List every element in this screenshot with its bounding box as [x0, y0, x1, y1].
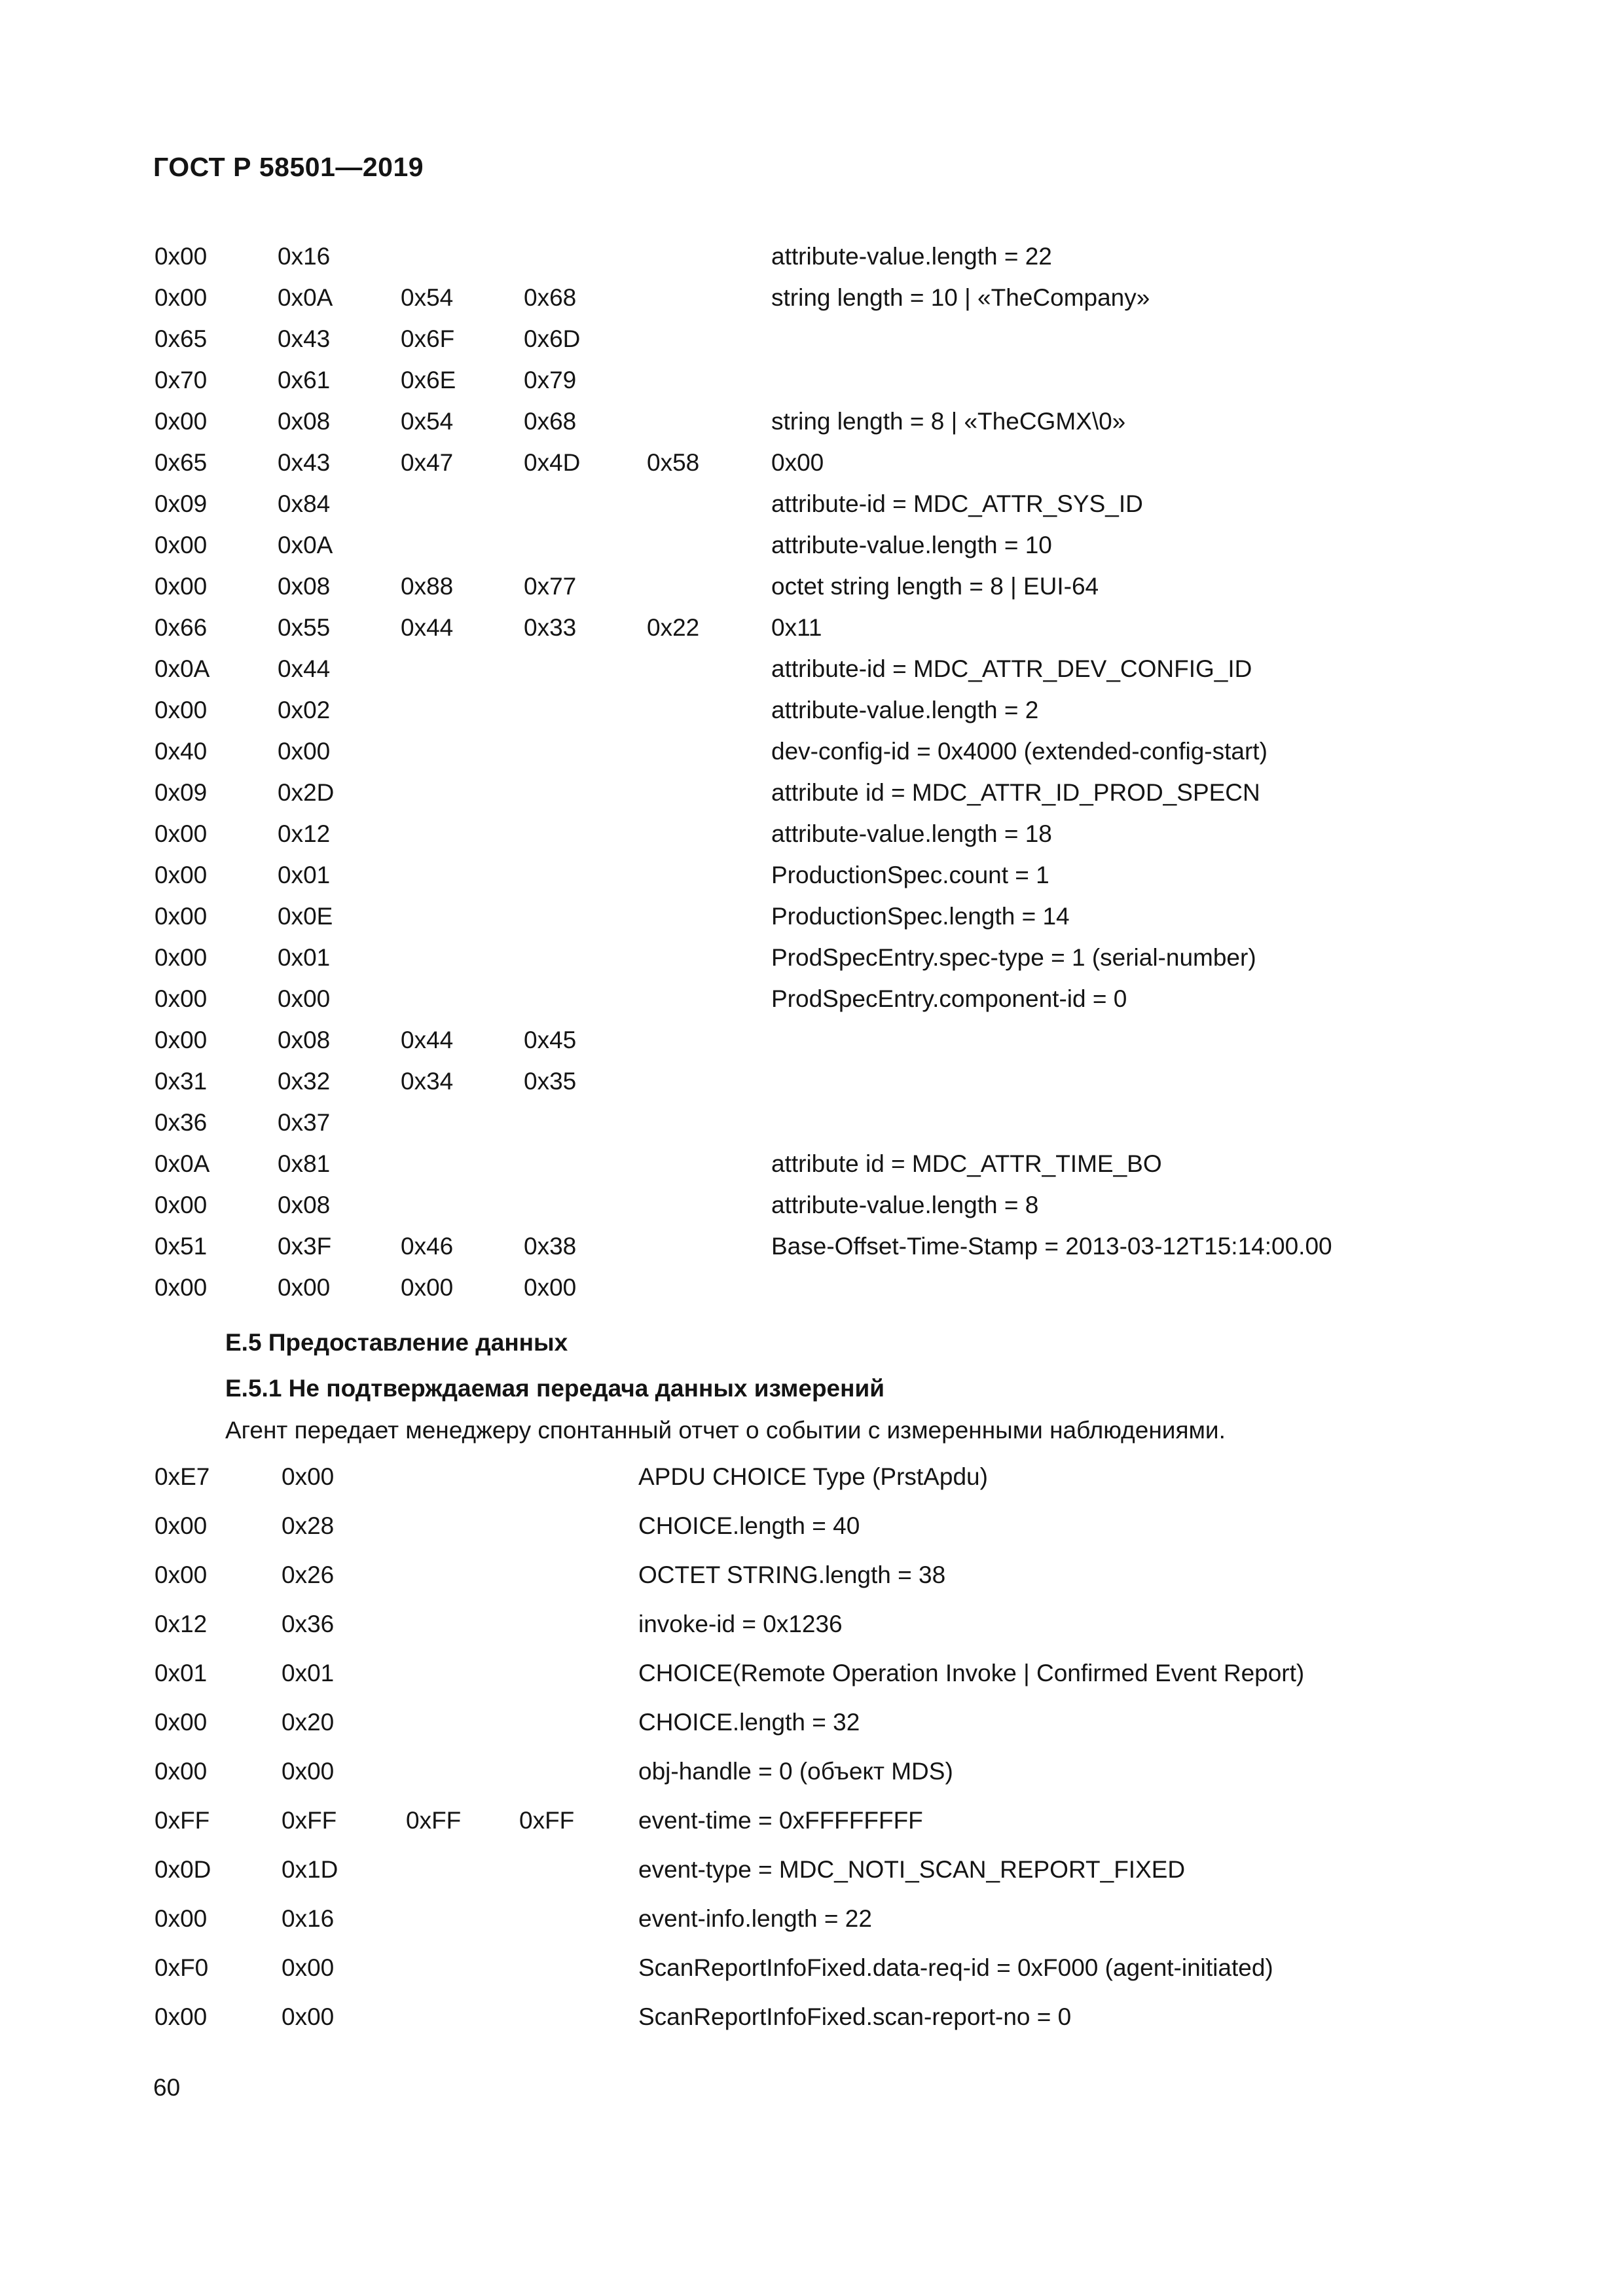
table-row	[0, 738, 1623, 779]
comment-cell: attribute id = MDC_ATTR_TIME_BO	[771, 1150, 1162, 1177]
byte-cell: 0x6F	[401, 325, 455, 352]
byte-cell: 0x79	[524, 367, 577, 393]
table-row	[0, 243, 1623, 284]
byte-cell: 0x00	[524, 1274, 577, 1301]
byte-cell: 0x00	[155, 697, 208, 723]
comment-cell: string length = 8 | «TheCGMX\0»	[771, 408, 1126, 435]
table-row	[0, 1274, 1623, 1315]
byte-cell: 0xFF	[519, 1807, 575, 1834]
byte-cell: 0x66	[155, 614, 208, 641]
byte-cell: 0x37	[278, 1109, 331, 1136]
comment-cell: ScanReportInfoFixed.scan-report-no = 0	[638, 2003, 1072, 2030]
comment-cell: attribute-id = MDC_ATTR_DEV_CONFIG_ID	[771, 655, 1252, 682]
byte-cell: 0x65	[155, 449, 208, 476]
byte-cell: 0x46	[401, 1233, 454, 1260]
byte-cell: 0x00	[155, 1274, 208, 1301]
comment-cell: ProdSpecEntry.component-id = 0	[771, 985, 1127, 1012]
byte-cell: 0x00	[155, 1905, 208, 1932]
table-row	[0, 1561, 1623, 1611]
byte-cell: 0x45	[524, 1027, 577, 1053]
comment-cell: attribute id = MDC_ATTR_ID_PROD_SPECN	[771, 779, 1260, 806]
byte-cell: 0x00	[155, 1512, 208, 1539]
comment-cell: event-time = 0xFFFFFFFF	[638, 1807, 923, 1834]
byte-cell: 0x16	[278, 243, 331, 270]
byte-cell: 0x20	[282, 1709, 335, 1736]
byte-cell: 0x2D	[278, 779, 335, 806]
table-row	[0, 1905, 1623, 1954]
comment-cell: APDU CHOICE Type (PrstApdu)	[638, 1463, 988, 1490]
byte-cell: 0x22	[647, 614, 700, 641]
byte-cell: 0x31	[155, 1068, 208, 1095]
comment-cell: event-type = MDC_NOTI_SCAN_REPORT_FIXED	[638, 1856, 1186, 1883]
byte-cell: 0x00	[155, 2003, 208, 2030]
byte-cell: 0x08	[278, 408, 331, 435]
table-row	[0, 1027, 1623, 1068]
byte-cell: 0x33	[524, 614, 577, 641]
table-row	[0, 325, 1623, 367]
byte-cell: 0x55	[278, 614, 331, 641]
table-row	[0, 985, 1623, 1027]
table-row	[0, 820, 1623, 862]
table-row	[0, 1512, 1623, 1561]
comment-cell: attribute-value.length = 8	[771, 1192, 1039, 1218]
byte-cell: 0x0D	[155, 1856, 211, 1883]
byte-cell: 0x01	[155, 1660, 208, 1686]
table-row	[0, 367, 1623, 408]
byte-cell: 0x38	[524, 1233, 577, 1260]
byte-cell: 0x12	[278, 820, 331, 847]
table-row	[0, 1150, 1623, 1192]
byte-cell: 0x0A	[278, 284, 333, 311]
byte-cell: 0x54	[401, 408, 454, 435]
table-row	[0, 284, 1623, 325]
byte-cell: 0x0A	[278, 532, 333, 558]
byte-cell: 0x26	[282, 1561, 335, 1588]
standard-title: ГОСТ Р 58501—2019	[153, 152, 424, 182]
byte-cell: 0x0A	[155, 655, 210, 682]
table-row	[0, 532, 1623, 573]
byte-cell: 0x00	[155, 985, 208, 1012]
comment-cell: OCTET STRING.length = 38	[638, 1561, 946, 1588]
byte-cell: 0x00	[278, 1274, 331, 1301]
byte-cell: 0x58	[647, 449, 700, 476]
table-row	[0, 1807, 1623, 1856]
byte-cell: 0x00	[401, 1274, 454, 1301]
byte-cell: 0x00	[155, 1027, 208, 1053]
byte-cell: 0x00	[282, 1758, 335, 1785]
comment-cell: 0x11	[771, 614, 822, 641]
byte-cell: 0x44	[278, 655, 331, 682]
table-row	[0, 573, 1623, 614]
byte-cell: 0xFF	[155, 1807, 210, 1834]
byte-table-event-report	[0, 1463, 1623, 2052]
byte-cell: 0x12	[155, 1611, 208, 1637]
byte-cell: 0x00	[155, 1709, 208, 1736]
comment-cell: attribute-value.length = 10	[771, 532, 1052, 558]
byte-cell: 0x70	[155, 367, 208, 393]
byte-cell: 0x88	[401, 573, 454, 600]
table-row	[0, 1758, 1623, 1807]
byte-cell: 0x40	[155, 738, 208, 765]
comment-cell: string length = 10 | «TheCompany»	[771, 284, 1150, 311]
byte-cell: 0x81	[278, 1150, 331, 1177]
comment-cell: obj-handle = 0 (объект MDS)	[638, 1758, 953, 1785]
table-row	[0, 449, 1623, 490]
byte-cell: 0x00	[155, 1758, 208, 1785]
comment-cell: Base-Offset-Time-Stamp = 2013-03-12T15:14:00.00	[771, 1233, 1332, 1260]
comment-cell: attribute-value.length = 18	[771, 820, 1052, 847]
byte-cell: 0x36	[155, 1109, 208, 1136]
comment-cell: attribute-value.length = 22	[771, 243, 1052, 270]
table-row	[0, 1463, 1623, 1512]
comment-cell: attribute-value.length = 2	[771, 697, 1039, 723]
byte-cell: 0x44	[401, 1027, 454, 1053]
byte-cell: 0x1D	[282, 1856, 338, 1883]
table-row	[0, 1954, 1623, 2003]
byte-cell: 0xE7	[155, 1463, 210, 1490]
table-row	[0, 1611, 1623, 1660]
byte-cell: 0x00	[278, 738, 331, 765]
table-row	[0, 490, 1623, 532]
byte-cell: 0x00	[155, 532, 208, 558]
byte-cell: 0x00	[282, 1463, 335, 1490]
byte-cell: 0x08	[278, 573, 331, 600]
table-row	[0, 1233, 1623, 1274]
table-row	[0, 655, 1623, 697]
comment-cell: ProductionSpec.length = 14	[771, 903, 1070, 930]
byte-cell: 0x00	[155, 573, 208, 600]
table-row	[0, 903, 1623, 944]
comment-cell: dev-config-id = 0x4000 (extended-config-start)	[771, 738, 1267, 765]
byte-cell: 0x01	[282, 1660, 335, 1686]
byte-cell: 0x09	[155, 779, 208, 806]
table-row	[0, 944, 1623, 985]
comment-cell: CHOICE.length = 32	[638, 1709, 860, 1736]
table-row	[0, 1192, 1623, 1233]
byte-cell: 0x00	[155, 820, 208, 847]
byte-cell: 0x08	[278, 1192, 331, 1218]
comment-cell: event-info.length = 22	[638, 1905, 872, 1932]
table-row	[0, 614, 1623, 655]
table-row	[0, 1660, 1623, 1709]
byte-cell: 0x77	[524, 573, 577, 600]
page-number: 60	[153, 2074, 181, 2101]
byte-cell: 0x16	[282, 1905, 335, 1932]
byte-cell: 0x0E	[278, 903, 333, 930]
byte-cell: 0x44	[401, 614, 454, 641]
byte-cell: 0x09	[155, 490, 208, 517]
byte-cell: 0x00	[282, 1954, 335, 1981]
table-row	[0, 1856, 1623, 1905]
byte-cell: 0x6E	[401, 367, 456, 393]
table-row	[0, 2003, 1623, 2052]
byte-cell: 0x34	[401, 1068, 454, 1095]
byte-cell: 0x00	[155, 944, 208, 971]
table-row	[0, 1068, 1623, 1109]
byte-cell: 0x51	[155, 1233, 208, 1260]
comment-cell: CHOICE(Remote Operation Invoke | Confirmed Event Report)	[638, 1660, 1305, 1686]
comment-cell: attribute-id = MDC_ATTR_SYS_ID	[771, 490, 1143, 517]
table-row	[0, 779, 1623, 820]
byte-table-attributes	[0, 243, 1623, 1315]
byte-cell: 0x68	[524, 284, 577, 311]
comment-cell: ProductionSpec.count = 1	[771, 862, 1049, 888]
comment-cell: 0x00	[771, 449, 824, 476]
byte-cell: 0x00	[155, 862, 208, 888]
byte-cell: 0xFF	[406, 1807, 462, 1834]
table-row	[0, 697, 1623, 738]
byte-cell: 0x00	[155, 284, 208, 311]
byte-cell: 0x00	[155, 1192, 208, 1218]
section-paragraph: Агент передает менеджеру спонтанный отчет о событии с измеренными наблюдениями.	[225, 1417, 1226, 1444]
byte-cell: 0x00	[155, 243, 208, 270]
byte-cell: 0x54	[401, 284, 454, 311]
byte-cell: 0x36	[282, 1611, 335, 1637]
byte-cell: 0x68	[524, 408, 577, 435]
byte-cell: 0x00	[282, 2003, 335, 2030]
byte-cell: 0x3F	[278, 1233, 332, 1260]
byte-cell: 0x01	[278, 862, 331, 888]
byte-cell: 0x32	[278, 1068, 331, 1095]
byte-cell: 0x00	[155, 903, 208, 930]
section-heading: Е.5 Предоставление данных	[225, 1329, 568, 1356]
comment-cell: ScanReportInfoFixed.data-req-id = 0xF000 (agent-initiated)	[638, 1954, 1273, 1981]
byte-cell: 0x6D	[524, 325, 581, 352]
byte-cell: 0x0A	[155, 1150, 210, 1177]
table-row	[0, 408, 1623, 449]
table-row	[0, 1709, 1623, 1758]
comment-cell: CHOICE.length = 40	[638, 1512, 860, 1539]
byte-cell: 0x47	[401, 449, 454, 476]
byte-cell: 0x00	[155, 408, 208, 435]
comment-cell: octet string length = 8 | EUI-64	[771, 573, 1099, 600]
comment-cell: invoke-id = 0x1236	[638, 1611, 843, 1637]
subsection-heading: Е.5.1 Не подтверждаемая передача данных измерений	[225, 1375, 884, 1402]
byte-cell: 0x35	[524, 1068, 577, 1095]
byte-cell: 0x65	[155, 325, 208, 352]
byte-cell: 0x00	[278, 985, 331, 1012]
table-row	[0, 1109, 1623, 1150]
byte-cell: 0xF0	[155, 1954, 209, 1981]
byte-cell: 0xFF	[282, 1807, 337, 1834]
byte-cell: 0x02	[278, 697, 331, 723]
byte-cell: 0x01	[278, 944, 331, 971]
byte-cell: 0x61	[278, 367, 331, 393]
byte-cell: 0x28	[282, 1512, 335, 1539]
byte-cell: 0x43	[278, 449, 331, 476]
comment-cell: ProdSpecEntry.spec-type = 1 (serial-number)	[771, 944, 1256, 971]
byte-cell: 0x84	[278, 490, 331, 517]
byte-cell: 0x4D	[524, 449, 581, 476]
byte-cell: 0x43	[278, 325, 331, 352]
byte-cell: 0x08	[278, 1027, 331, 1053]
byte-cell: 0x00	[155, 1561, 208, 1588]
table-row	[0, 862, 1623, 903]
